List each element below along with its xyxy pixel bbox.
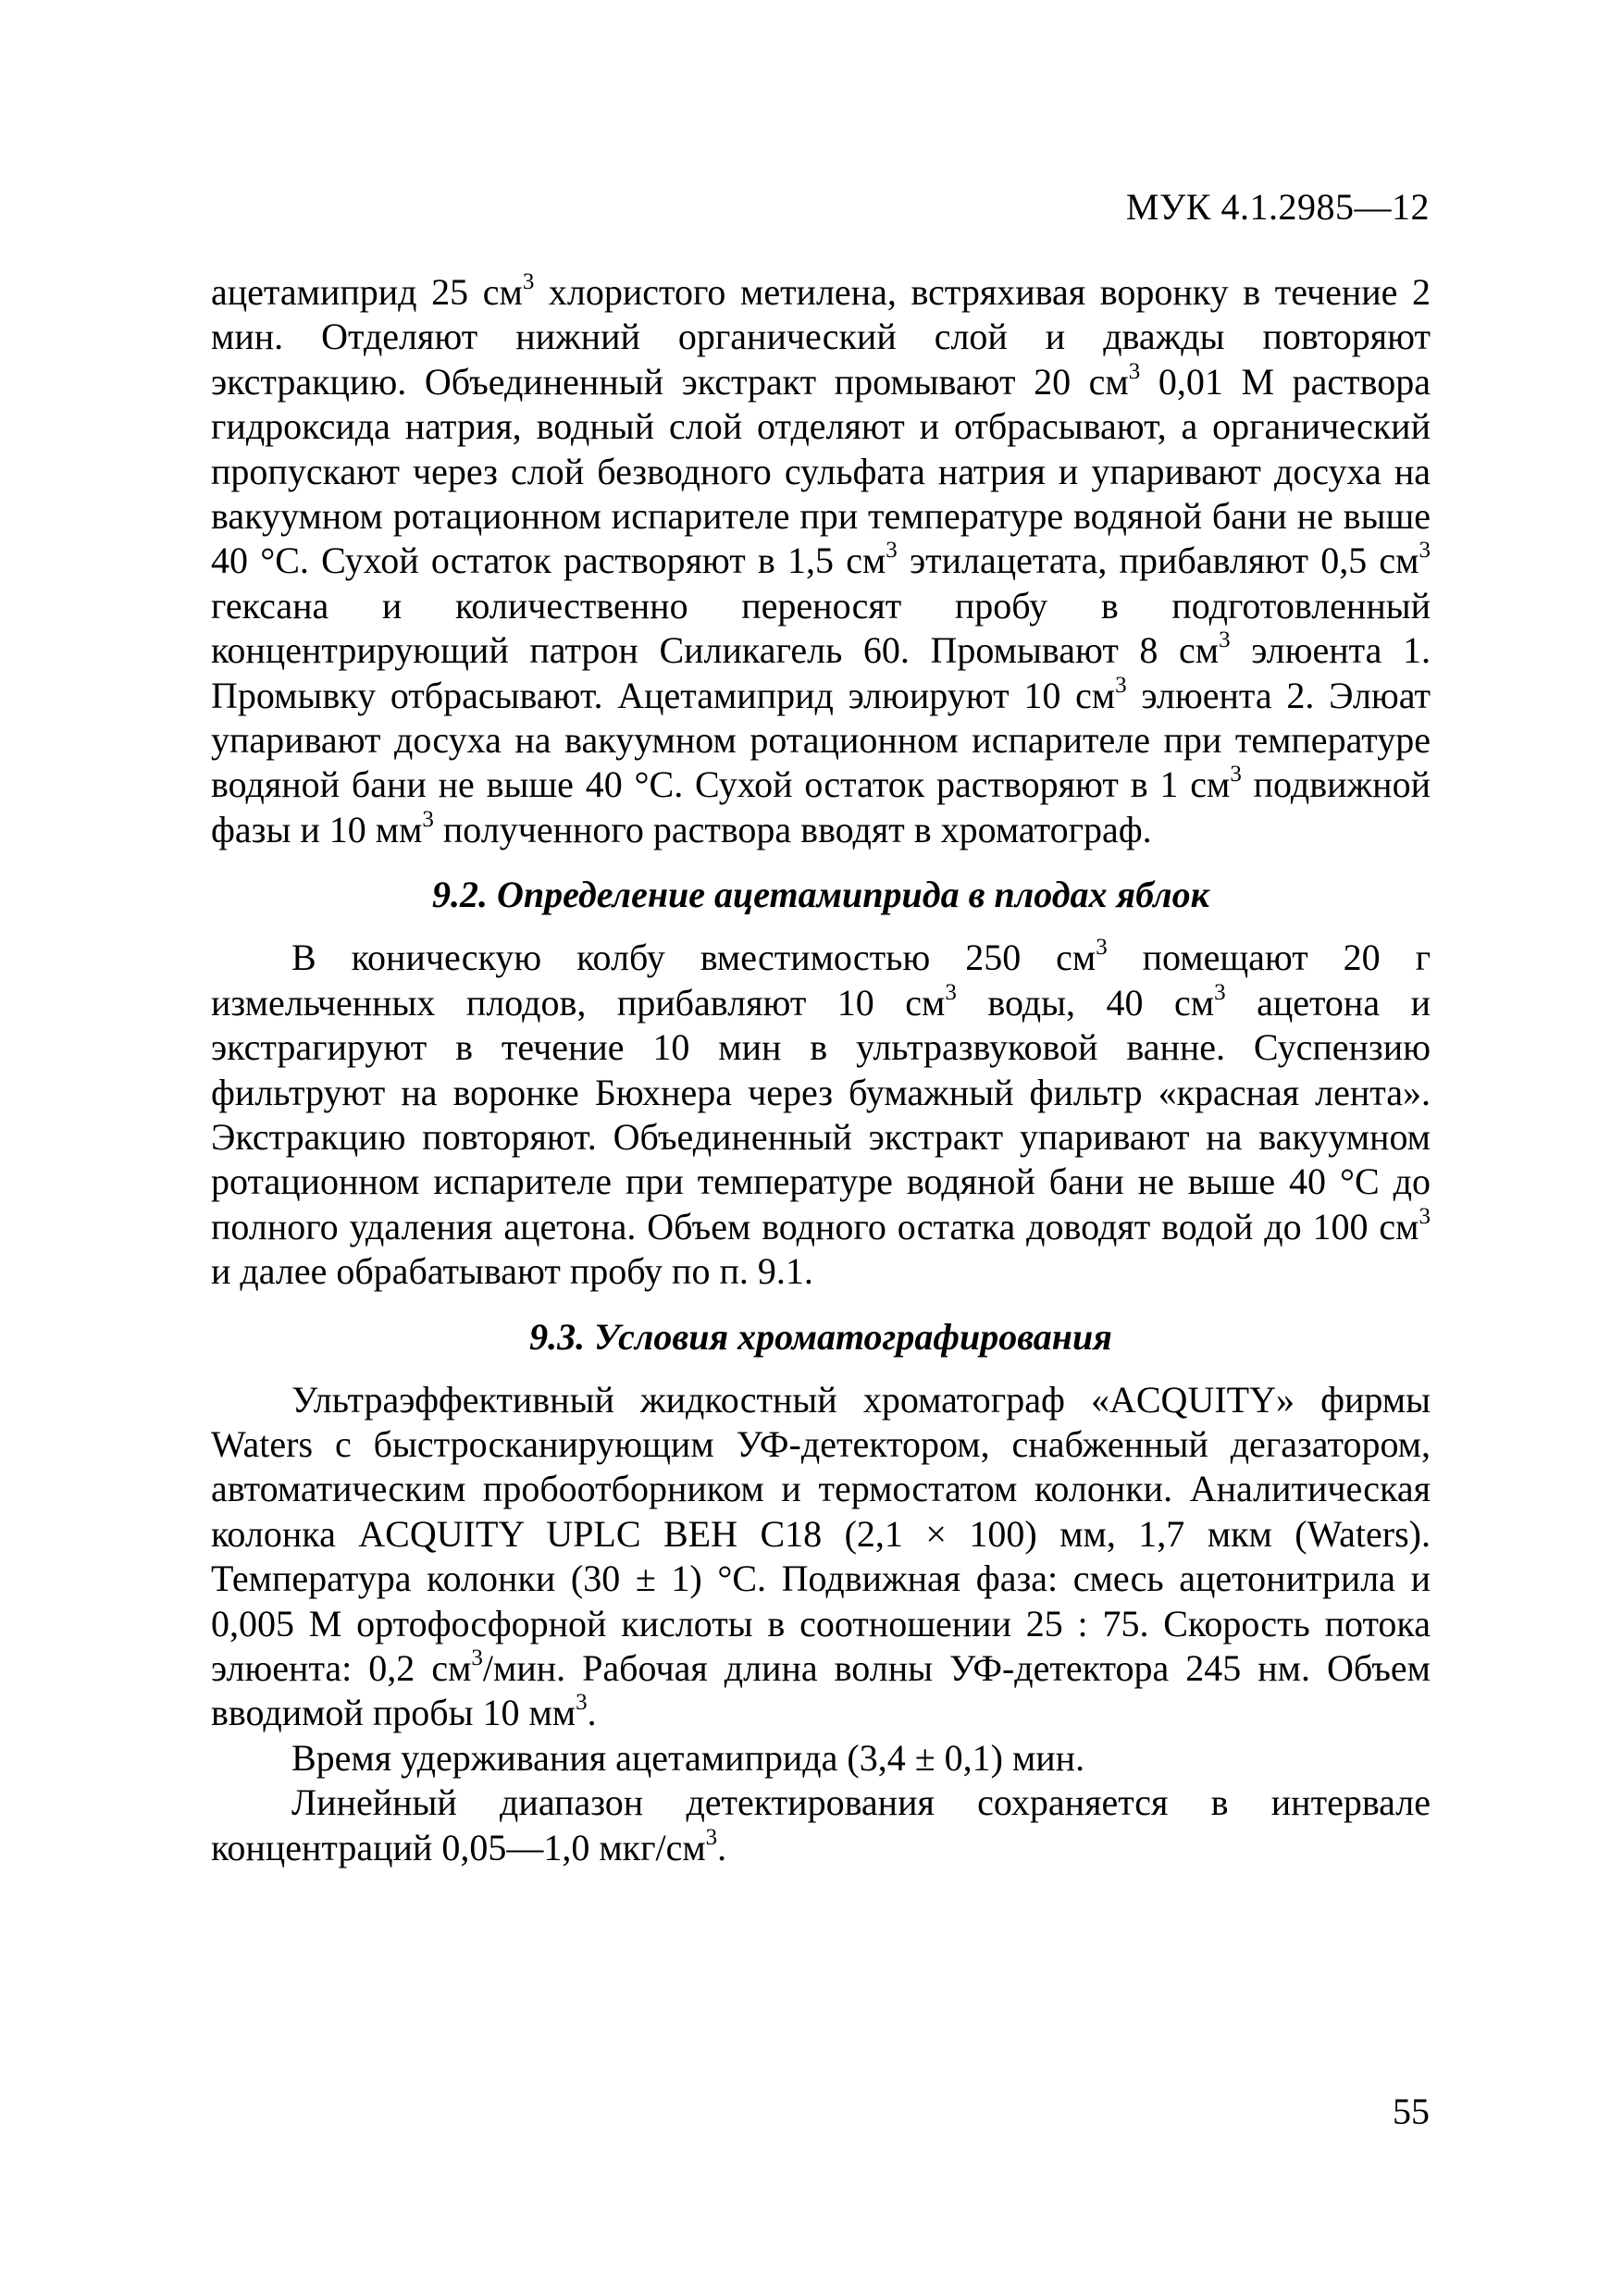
paragraph-linear-range <box>211 1781 1431 1870</box>
superscript: 3 <box>471 1644 483 1670</box>
text-run: этилацетата, прибавляют 0,5 см <box>897 540 1419 582</box>
superscript: 3 <box>1214 979 1226 1005</box>
text-run: 0,01 М раствора гидроксида натрия, водный слой отделяют и отбрасывают, а органический пропускают через слой безводного сульфата натрия и упаривают досуха на вакуумном ротационном испарителе при температуре водяной бани не выше 40 °С. Сухой остаток растворяют в 1,5 см <box>211 360 1431 582</box>
text-run: В коническую колбу вместимостью 250 см <box>291 937 1096 979</box>
superscript: 3 <box>705 1824 718 1850</box>
text-run: хлористого метилена, встряхивая воронку в течение 2 мин. Отделяют нижний органический слой и дважды повторяют экстракцию. Объединенный экстракт промывают 20 см <box>211 271 1431 403</box>
text-run: Линейный диапазон детектирования сохраняется в интервале концентраций 0,05—1,0 мкг/см <box>211 1781 1431 1868</box>
text-run: гексана и количественно переносят пробу в подготовленный концентрирующий патрон Силикагель 60. Промывают 8 см <box>211 584 1431 672</box>
superscript: 3 <box>1096 935 1108 961</box>
text-run: полученного раствора вводят в хроматограф. <box>433 808 1152 850</box>
text-run: подвижной фазы и 10 мм <box>211 763 1431 850</box>
superscript: 3 <box>1230 762 1242 788</box>
paragraph-extraction-continued <box>211 270 1431 852</box>
superscript: 3 <box>522 269 535 294</box>
text-run: /мин. Рабочая длина волны УФ-детектора 245 нм. Объем вводимой пробы 10 мм <box>211 1646 1431 1734</box>
paragraph-retention-time: Время удерживания ацетамиприда (3,4 ± 0,1) мин. <box>291 1736 1085 1779</box>
superscript: 3 <box>576 1690 588 1716</box>
text-run: помещают 20 г измельченных плодов, прибавляют 10 см <box>211 937 1431 1024</box>
text-run: . <box>587 1692 597 1734</box>
superscript: 3 <box>1219 627 1231 653</box>
text-run: ацетамиприд 25 см <box>211 271 523 313</box>
page-body <box>211 270 1431 1870</box>
superscript: 3 <box>945 979 957 1005</box>
superscript: 3 <box>1115 672 1127 698</box>
section-heading-9-2: 9.2. Определение ацетамиприда в плодах яблок <box>432 874 1209 916</box>
paragraph-chromatograph-conditions <box>211 1378 1431 1736</box>
paragraph-apple-procedure <box>211 936 1431 1294</box>
text-run: воды, 40 см <box>956 981 1215 1024</box>
superscript: 3 <box>422 806 434 832</box>
text-run: ацетона и экстрагируют в течение 10 мин в ультразвуковой ванне. Суспензию фильтруют на воронке Бюхнера через бумажный фильтр «красная лента». Экстракцию повторяют. Объединенный экстракт упаривают на вакуумном ротационном испарителе при температуре водяной бани не выше 40 °С до полного удаления ацетона. Объем водного остатка доводят водой до 100 см <box>211 981 1431 1247</box>
text-run: элюента 1. Промывку отбрасывают. Ацетамиприд элюируют 10 см <box>211 629 1431 716</box>
text-run: . <box>717 1826 727 1868</box>
superscript: 3 <box>1419 538 1431 564</box>
text-run: элюента 2. Элюат упаривают досуха на вакуумном ротационном испарителе при температуре водяной бани не выше 40 °С. Сухой остаток растворяют в 1 см <box>211 674 1431 806</box>
page-number: 55 <box>1393 2091 1430 2132</box>
text-run: Ультраэффективный жидкостный хроматограф «ACQUITY» фирмы Waters с быстросканирующим УФ-детектором, снабженный дегазатором, автоматическим пробоотборником и термостатом колонки. Аналитическая колонка ACQUITY UPLC BEH C18 (2,1 × 100) мм, 1,7 мкм (Waters). Температура колонки (30 ± 1) °С. Подвижная фаза: смесь ацетонитрила и 0,005 М ортофосфорной кислоты в соотношении 25 : 75. Скорость потока элюента: 0,2 см <box>211 1378 1431 1689</box>
document-code: МУК 4.1.2985—12 <box>1125 186 1430 228</box>
section-heading-9-3: 9.3. Условия хроматографирования <box>529 1315 1112 1358</box>
text-run: и далее обрабатывают пробу по п. 9.1. <box>211 1250 813 1293</box>
superscript: 3 <box>886 538 898 564</box>
superscript: 3 <box>1128 358 1141 384</box>
superscript: 3 <box>1419 1203 1431 1229</box>
